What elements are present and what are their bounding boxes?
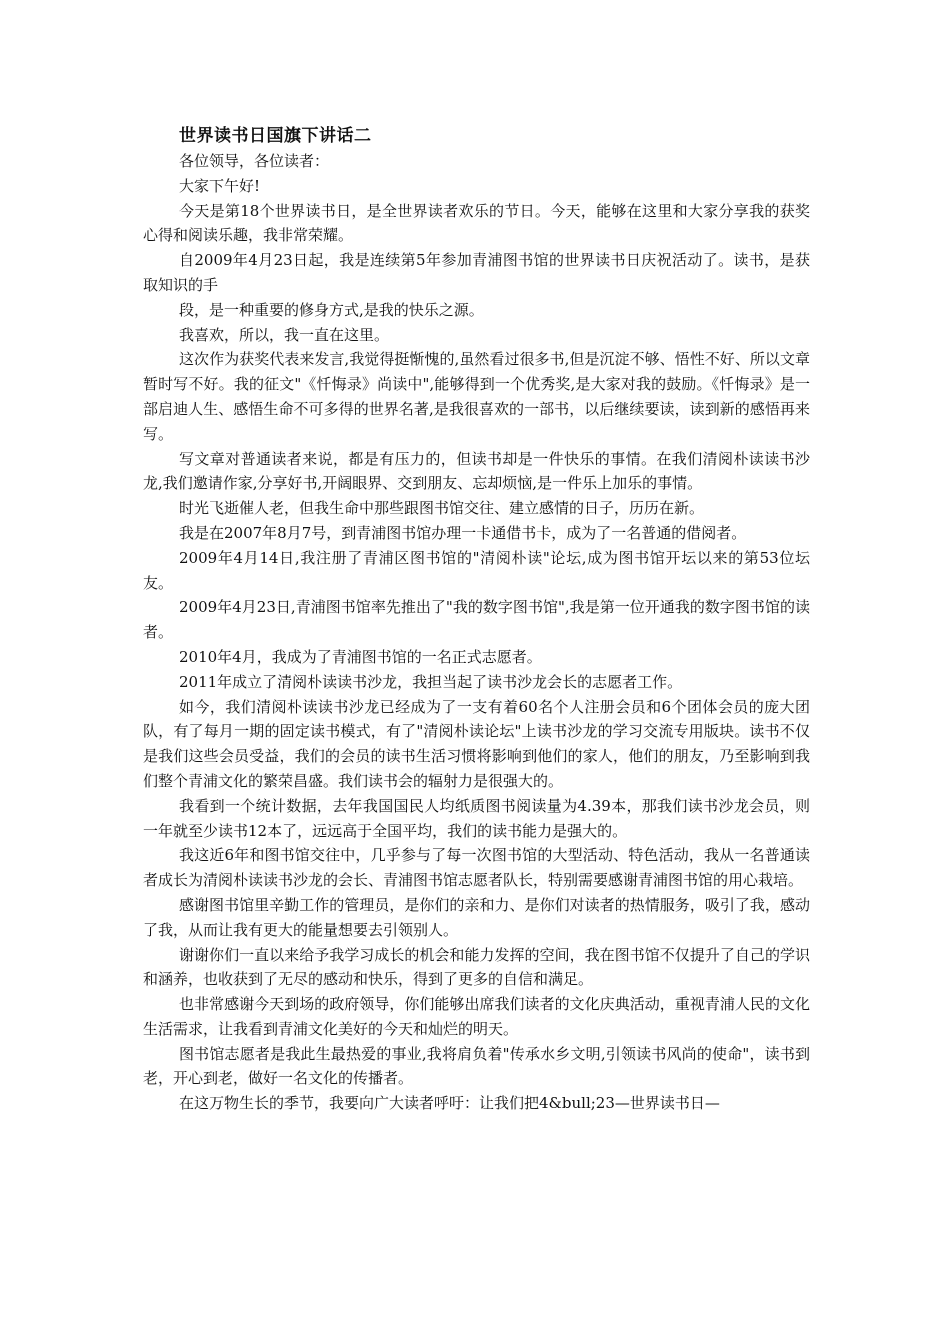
paragraph: 今天是第18个世界读书日，是全世界读者欢乐的节日。今天，能够在这里和大家分享我的获奖心得和阅读乐趣，我非常荣耀。 [143, 201, 810, 245]
paragraph: 谢谢你们一直以来给予我学习成长的机会和能力发挥的空间，我在图书馆不仅提升了自己的学识和涵养，也收获到了无尽的感动和快乐，得到了更多的自信和满足。 [143, 945, 810, 989]
paragraph: 2010年4月，我成为了青浦图书馆的一名正式志愿者。 [179, 647, 542, 666]
paragraph: 我是在2007年8月7号，到青浦图书馆办理一卡通借书卡，成为了一名普通的借阅者。 [179, 523, 747, 542]
paragraph: 我这近6年和图书馆交往中，几乎参与了每一次图书馆的大型活动、特色活动，我从一名普通读者成长为清阅朴读读书沙龙的会长、青浦图书馆志愿者队长，特别需要感谢青浦图书馆的用心栽培。 [143, 846, 810, 890]
document-title: 世界读书日国旗下讲话二 [179, 126, 372, 146]
paragraph: 段，是一种重要的修身方式,是我的快乐之源。 [179, 300, 484, 319]
paragraph: 感谢图书馆里辛勤工作的管理员，是你们的亲和力、是你们对读者的热情服务，吸引了我，感动了我，从而让我有更大的能量想要去引领别人。 [143, 895, 810, 939]
paragraph: 如今，我们清阅朴读读书沙龙已经成为了一支有着60名个人注册会员和6个团体会员的庞大团队，有了每月一期的固定读书模式，有了"清阅朴读论坛"上读书沙龙的学习交流专用版块。读书不仅是我们这些会员受益，我们的会员的读书生活习惯将影响到他们的家人，他们的朋友，乃至影响到我们整个青浦文化的繁荣昌盛。我们读书会的辐射力是很强大的。 [143, 697, 810, 790]
document-page [143, 123, 810, 1116]
paragraph: 写文章对普通读者来说，都是有压力的，但读书却是一件快乐的事情。在我们清阅朴读读书沙龙,我们邀请作家,分享好书,开阔眼界、交到朋友、忘却烦恼,是一件乐上加乐的事情。 [143, 449, 810, 493]
paragraph: 自2009年4月23日起，我是连续第5年参加青浦图书馆的世界读书日庆祝活动了。读书，是获取知识的手 [143, 251, 810, 294]
paragraph: 2009年4月14日,我注册了青浦区图书馆的"清阅朴读"论坛,成为图书馆开坛以来的第53位坛友。 [143, 548, 810, 592]
paragraph-last: 在这万物生长的季节，我要向广大读者呼吁：让我们把4&bull;23—世界读书日— [179, 1094, 720, 1113]
paragraph: 时光飞逝催人老，但我生命中那些跟图书馆交往、建立感情的日子，历历在新。 [179, 499, 705, 518]
paragraph: 这次作为获奖代表来发言,我觉得挺惭愧的,虽然看过很多书,但是沉淀不够、悟性不好、所以文章暂时写不好。我的征文"《忏悔录》尚读中",能够得到一个优秀奖,是大家对我的鼓励。《忏悔录》是一部启迪人生、感悟生命不可多得的世界名著,是我很喜欢的一部书，以后继续要读，读到新的感悟再来写。 [143, 350, 810, 443]
paragraph: 图书馆志愿者是我此生最热爱的事业,我将肩负着"传承水乡文明,引领读书风尚的使命"，读书到老，开心到老，做好一名文化的传播者。 [143, 1044, 810, 1088]
paragraph: 2011年成立了清阅朴读读书沙龙，我担当起了读书沙龙会长的志愿者工作。 [179, 672, 683, 691]
paragraph: 2009年4月23日,青浦图书馆率先推出了"我的数字图书馆",我是第一位开通我的数字图书馆的读者。 [143, 598, 810, 642]
paragraph: 我喜欢，所以，我一直在这里。 [179, 325, 390, 344]
paragraph-greeting: 各位领导，各位读者： [179, 152, 330, 170]
paragraph: 也非常感谢今天到场的政府领导，你们能够出席我们读者的文化庆典活动，重视青浦人民的文化生活需求，让我看到青浦文化美好的今天和灿烂的明天。 [143, 995, 810, 1038]
paragraph-salutation: 大家下午好! [179, 176, 261, 195]
paragraph: 我看到一个统计数据，去年我国国民人均纸质图书阅读量为4.39本，那我们读书沙龙会员，则一年就至少读书12本了，远远高于全国平均，我们的读书能力是强大的。 [143, 796, 810, 840]
